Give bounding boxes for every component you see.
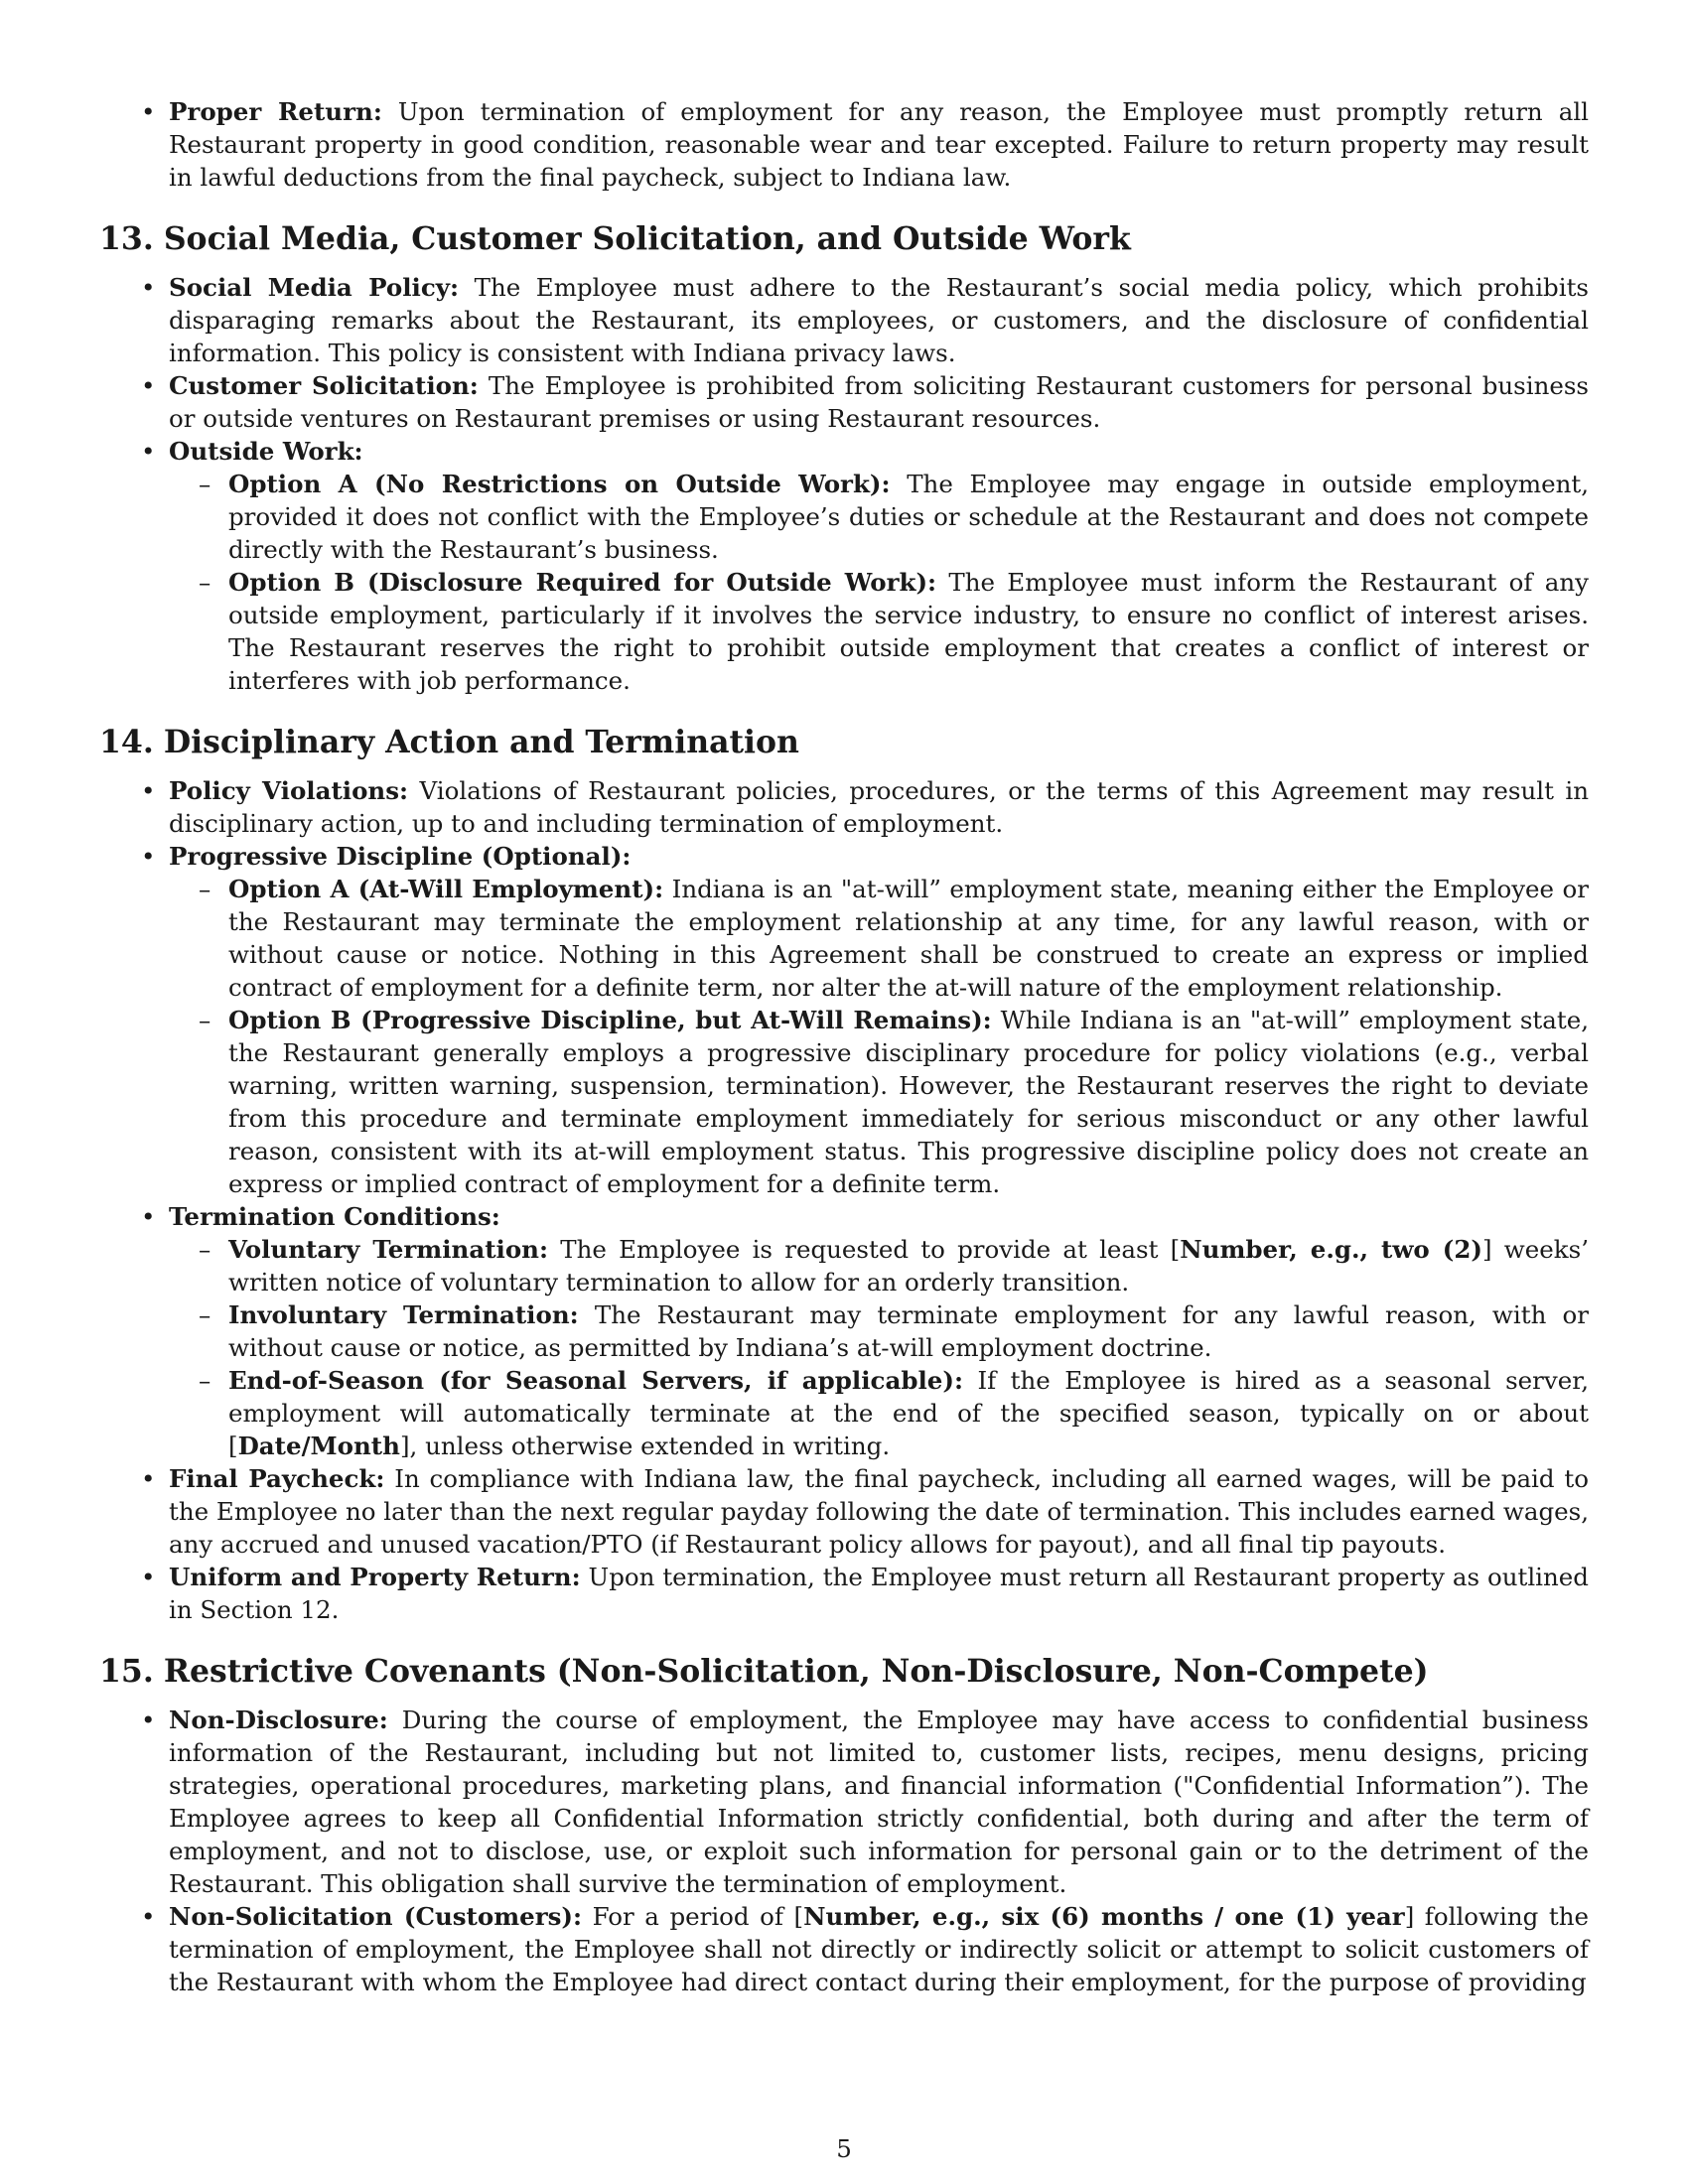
outside-work-options	[169, 468, 1589, 697]
section-14-heading	[99, 723, 1589, 762]
item-label: Involuntary Termination:	[228, 1300, 579, 1329]
list-item-social-media	[99, 271, 1589, 369]
item-label: Voluntary Termination:	[228, 1235, 549, 1264]
section-title: Social Media, Customer Solicitation, and Outside Work	[163, 220, 1131, 257]
item-text: The Employee must inform the Restaurant of any outside employment, particularly if it involves the service industry, to ensure no conflict of interest arises. The Restaurant reserves the right to prohibit outside employment that creates a conflict of interest or interferes with job performance.	[228, 568, 1589, 695]
item-text: The Employee is prohibited from soliciting Restaurant customers for personal business or outside ventures on Restaurant premises or using Restaurant resources.	[169, 371, 1589, 433]
item-text: The Employee may engage in outside employment, provided it does not conflict with the Employee’s duties or schedule at the Restaurant and does not compete directly with the Restaurant’s business.	[228, 470, 1589, 564]
item-label: Proper Return:	[169, 97, 382, 126]
item-label: Final Paycheck:	[169, 1464, 385, 1493]
termination-conditions-list	[169, 1233, 1589, 1462]
sub-item-option-a	[169, 873, 1589, 1004]
list-item-proper-return	[99, 95, 1589, 194]
item-label: Uniform and Property Return:	[169, 1563, 581, 1591]
page-number: 5	[836, 2134, 852, 2163]
section-12-tail-list	[99, 95, 1589, 194]
list-item-progressive-discipline	[99, 840, 1589, 1200]
item-label: Option A (At-Will Employment):	[228, 875, 664, 903]
item-label: Progressive Discipline (Optional):	[169, 842, 632, 871]
placeholder-period: Number, e.g., six (6) months / one (1) year	[803, 1902, 1405, 1931]
item-text: Violations of Restaurant policies, procedures, or the terms of this Agreement may result in disciplinary action, up to and including termination of employment.	[169, 776, 1589, 838]
section-14-list	[99, 774, 1589, 1626]
item-text: If the Employee is hired as a seasonal server, employment will automatically terminate at the end of the specified season, typically on or about [	[228, 1366, 1590, 1460]
item-label: Policy Violations:	[169, 776, 409, 805]
item-text: Upon termination of employment for any reason, the Employee must promptly return all Restaurant property in good condition, reasonable wear and tear excepted. Failure to return property may result in lawful deductions from the final paycheck, subject to Indiana law.	[169, 97, 1589, 192]
item-label: Option B (Progressive Discipline, but At-Will Remains):	[228, 1006, 992, 1034]
section-13-list	[99, 271, 1589, 697]
item-label: Option A (No Restrictions on Outside Work):	[228, 470, 891, 498]
section-number: 14.	[99, 724, 154, 760]
item-text: For a period of [	[582, 1902, 804, 1931]
sub-item-option-a	[169, 468, 1589, 566]
item-label: Social Media Policy:	[169, 273, 460, 302]
section-title: Disciplinary Action and Termination	[163, 724, 799, 760]
item-label: Non-Solicitation (Customers):	[169, 1902, 583, 1931]
document-page	[99, 95, 1589, 1998]
item-text: The Restaurant may terminate employment for any lawful reason, with or without cause or notice, as permitted by Indiana’s at-will employment doctrine.	[228, 1300, 1589, 1362]
item-label: Customer Solicitation:	[169, 371, 479, 400]
list-item-non-solicitation	[99, 1900, 1589, 1998]
list-item-non-disclosure	[99, 1704, 1589, 1900]
item-label: Termination Conditions:	[169, 1202, 500, 1231]
list-item-termination-conditions	[99, 1200, 1589, 1462]
item-label: End-of-Season (for Seasonal Servers, if applicable):	[228, 1366, 963, 1395]
placeholder-date: Date/Month	[237, 1432, 400, 1460]
list-item-customer-solicitation	[99, 369, 1589, 435]
item-text: ], unless otherwise extended in writing.	[399, 1432, 891, 1460]
item-text: During the course of employment, the Employee may have access to confidential business information of the Restaurant, including but not limited to, customer lists, recipes, menu designs, pricing strategies, operational procedures, marketing plans, and financial information ("Confidential Information”). The Employee agrees to keep all Confidential Information strictly confidential, both during and after the term of employment, and not to disclose, use, or exploit such information for personal gain or to the detriment of the Restaurant. This obligation shall survive the termination of employment.	[169, 1706, 1589, 1898]
sub-item-option-b	[169, 566, 1589, 697]
item-text: The Employee is requested to provide at least [	[548, 1235, 1181, 1264]
list-item-final-paycheck	[99, 1462, 1589, 1561]
section-number: 13.	[99, 220, 154, 257]
item-label: Option B (Disclosure Required for Outside Work):	[228, 568, 937, 597]
list-item-uniform-return	[99, 1561, 1589, 1626]
placeholder-number: Number, e.g., two (2)	[1180, 1235, 1482, 1264]
item-label: Outside Work:	[169, 437, 363, 466]
item-text: The Employee must adhere to the Restaurant’s social media policy, which prohibits disparaging remarks about the Restaurant, its employees, or customers, and the disclosure of confidential information. This policy is consistent with Indiana privacy laws.	[169, 273, 1589, 367]
section-13-heading	[99, 219, 1589, 259]
sub-item-involuntary	[169, 1298, 1589, 1364]
section-15-heading	[99, 1652, 1589, 1692]
list-item-policy-violations	[99, 774, 1589, 840]
sub-item-end-of-season	[169, 1364, 1589, 1462]
progressive-discipline-options	[169, 873, 1589, 1200]
item-text: ] weeks’ written notice of voluntary termination to allow for an orderly transition.	[228, 1235, 1589, 1297]
item-text: While Indiana is an "at-will” employment state, the Restaurant generally employs a progressive disciplinary procedure for policy violations (e.g., verbal warning, written warning, suspension, termination). However, the Restaurant reserves the right to deviate from this procedure and terminate employment immediately for serious misconduct or any other lawful reason, consistent with its at-will employment status. This progressive discipline policy does not create an express or implied contract of employment for a definite term.	[228, 1006, 1589, 1198]
section-number: 15.	[99, 1653, 154, 1690]
sub-item-option-b	[169, 1004, 1589, 1200]
section-title: Restrictive Covenants (Non-Solicitation, Non-Disclosure, Non-Compete)	[163, 1653, 1429, 1690]
item-text: Indiana is an "at-will” employment state, meaning either the Employee or the Restaurant may terminate the employment relationship at any time, for any lawful reason, with or without cause or notice. Nothing in this Agreement shall be construed to create an express or implied contract of employment for a definite term, nor alter the at-will nature of the employment relationship.	[228, 875, 1589, 1002]
sub-item-voluntary	[169, 1233, 1589, 1298]
section-15-list	[99, 1704, 1589, 1998]
item-text: Upon termination, the Employee must return all Restaurant property as outlined in Section 12.	[169, 1563, 1589, 1624]
item-text: In compliance with Indiana law, the final paycheck, including all earned wages, will be paid to the Employee no later than the next regular payday following the date of termination. This includes earned wages, any accrued and unused vacation/PTO (if Restaurant policy allows for payout), and all final tip payouts.	[169, 1464, 1589, 1559]
item-label: Non-Disclosure:	[169, 1706, 388, 1734]
list-item-outside-work	[99, 435, 1589, 697]
item-text: ] following the termination of employment, the Employee shall not directly or indirectly solicit or attempt to solicit customers of the Restaurant with whom the Employee had direct contact during their employment, for the purpose of providing	[169, 1902, 1589, 1996]
